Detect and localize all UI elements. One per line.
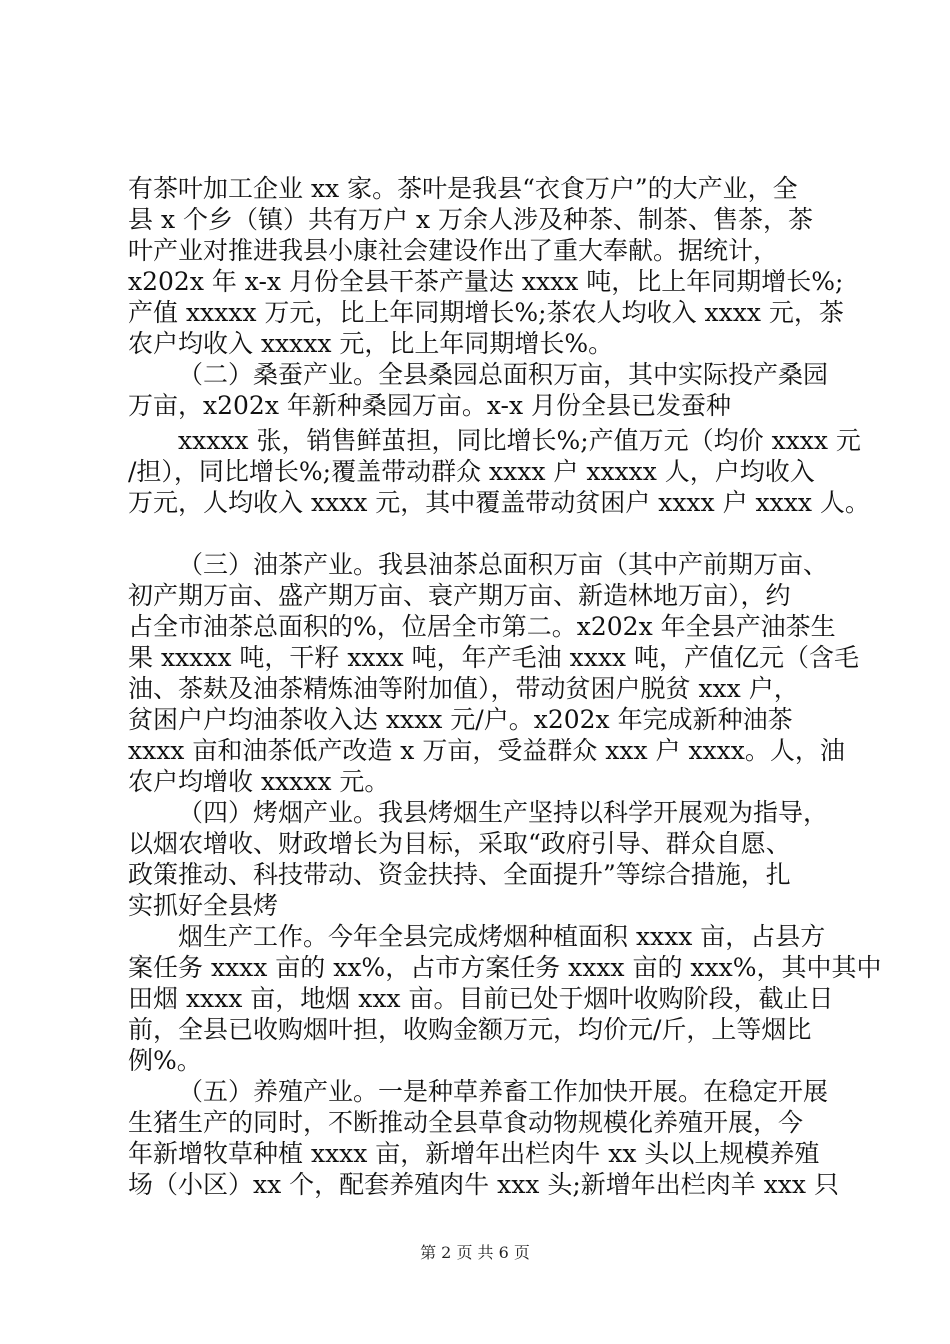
text-line: xxxxx 张，销售鲜茧担，同比增长%;产值万元（均价 xxxx 元 <box>178 426 861 455</box>
text-line: 产值 xxxxx 万元，比上年同期增长%;茶农人均收入 xxxx 元，茶 <box>128 298 844 327</box>
text-line: 叶产业对推进我县小康社会建设作出了重大奉献。据统计， <box>128 236 779 265</box>
page-number: 第 2 页 共 6 页 <box>420 1243 530 1262</box>
text-line: x202x 年 x-x 月份全县干茶产量达 xxxx 吨，比上年同期增长%; <box>128 267 844 296</box>
text-line: 案任务 xxxx 亩的 xx%，占市方案任务 xxxx 亩的 xxx%，其中其中 <box>128 953 882 982</box>
text-line: 前，全县已收购烟叶担，收购金额万元，均价元/斤，上等烟比 <box>128 1015 812 1044</box>
page-footer <box>0 1240 950 1263</box>
text-line: 烟生产工作。今年全县完成烤烟种植面积 xxxx 亩，占县方 <box>178 922 826 951</box>
text-line: 农户均增收 xxxxx 元。 <box>128 767 390 796</box>
text-line: 万元，人均收入 xxxx 元，其中覆盖带动贫困户 xxxx 户 xxxx 人。 <box>128 488 870 517</box>
text-line: 以烟农增收、财政增长为目标，采取“政府引导、群众自愿、 <box>128 829 791 858</box>
text-line: 田烟 xxxx 亩，地烟 xxx 亩。目前已处于烟叶收购阶段，截止日 <box>128 984 834 1013</box>
text-line: 占全市油茶总面积的%，位居全市第二。x202x 年全县产油茶生 <box>128 612 836 641</box>
paragraph-gap <box>128 518 838 549</box>
text-line: 果 xxxxx 吨，干籽 xxxx 吨，年产毛油 xxxx 吨，产值亿元（含毛 <box>128 643 859 672</box>
text-line: 生猪生产的同时，不断推动全县草食动物规模化养殖开展，今 <box>128 1108 804 1137</box>
text-line: 油、茶麸及油茶精炼油等附加值），带动贫困户脱贫 xxx 户， <box>128 674 799 703</box>
section-heading-line: （二）桑蚕产业。全县桑园总面积万亩，其中实际投产桑园 <box>178 360 829 389</box>
text-line: /担），同比增长%;覆盖带动群众 xxxx 户 xxxxx 人，户均收入 <box>128 457 815 486</box>
section-heading-line: （五）养殖产业。一是种草养畜工作加快开展。在稳定开展 <box>178 1077 829 1106</box>
text-line: 场（小区）xx 个，配套养殖肉牛 xxx 头;新增年出栏肉羊 xxx 只 <box>128 1170 839 1199</box>
section-heading-line: （四）烤烟产业。我县烤烟生产坚持以科学开展观为指导， <box>178 798 829 827</box>
text-line: 例%。 <box>128 1046 202 1075</box>
text-line: 实抓好全县烤 <box>128 891 279 920</box>
text-line: xxxx 亩和油茶低产改造 x 万亩，受益群众 xxx 户 xxxx。人，油 <box>128 736 845 765</box>
body-text <box>128 173 882 1200</box>
text-line: 初产期万亩、盛产期万亩、衰产期万亩、新造林地万亩），约 <box>128 581 791 610</box>
text-line: 有茶叶加工企业 xx 家。茶叶是我县“衣食万户”的大产业，全 <box>128 174 798 203</box>
text-line: 贫困户户均油茶收入达 xxxx 元/户。x202x 年完成新种油茶 <box>128 705 793 734</box>
text-line: 县 x 个乡（镇）共有万户 x 万余人涉及种茶、制茶、售茶，茶 <box>128 205 813 234</box>
text-line: 政策推动、科技带动、资金扶持、全面提升”等综合措施，扎 <box>128 860 791 889</box>
text-line: 万亩，x202x 年新种桑园万亩。x-x 月份全县已发蚕种 <box>128 391 732 420</box>
text-line: 年新增牧草种植 xxxx 亩，新增年出栏肉牛 xx 头以上规模养殖 <box>128 1139 820 1168</box>
section-heading-line: （三）油茶产业。我县油茶总面积万亩（其中产前期万亩、 <box>178 550 829 579</box>
text-line: 农户均收入 xxxxx 元，比上年同期增长%。 <box>128 329 614 358</box>
